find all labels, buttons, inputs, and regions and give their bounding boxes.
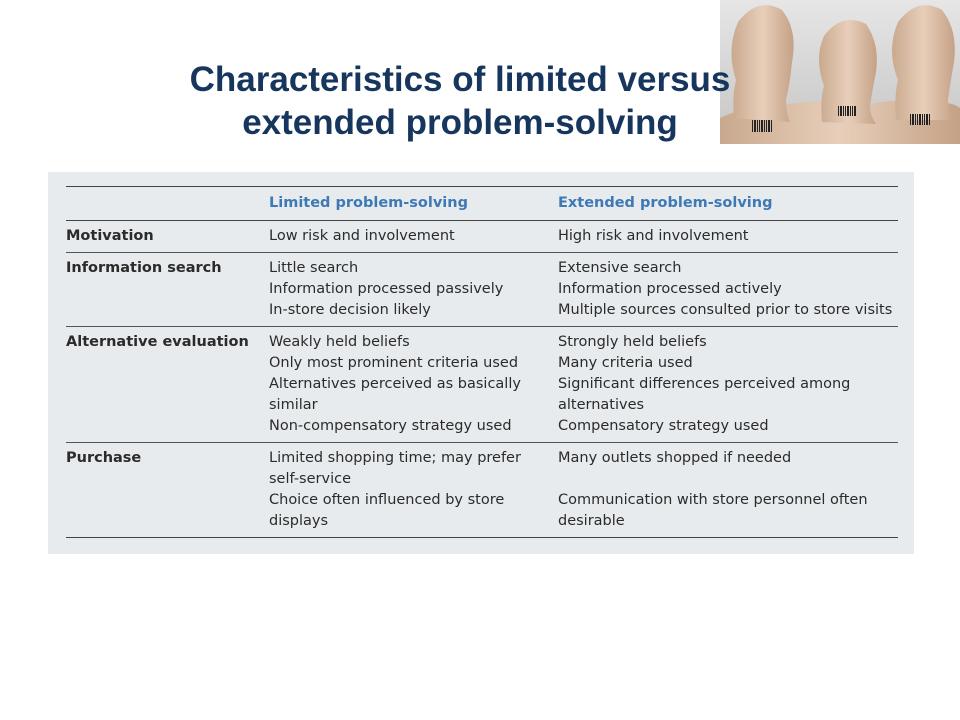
slide-title bbox=[100, 58, 820, 144]
cell-line: Significant differences perceived among bbox=[558, 376, 851, 392]
header-limited: Limited problem-solving bbox=[269, 195, 468, 211]
cell-line: In-store decision likely bbox=[269, 302, 431, 318]
cell-line: displays bbox=[269, 513, 329, 529]
cell-line: Choice often influenced by store bbox=[269, 492, 505, 508]
cell-line: Many criteria used bbox=[558, 355, 693, 371]
cell-line: Strongly held beliefs bbox=[558, 334, 707, 350]
comparison-table-panel bbox=[48, 172, 914, 554]
extended-cell bbox=[558, 221, 898, 253]
cell-line: Many outlets shopped if needed bbox=[558, 450, 792, 466]
comparison-table bbox=[66, 186, 898, 538]
cell-line: Little search bbox=[269, 260, 359, 276]
limited-cell bbox=[269, 221, 558, 253]
cell-line: Weakly held beliefs bbox=[269, 334, 410, 350]
cell-line: alternatives bbox=[558, 397, 645, 413]
header-blank bbox=[66, 187, 269, 221]
cell-line: Information processed passively bbox=[269, 281, 504, 297]
cell-line: Non-compensatory strategy used bbox=[269, 418, 512, 434]
cell-line: High risk and involvement bbox=[558, 228, 749, 244]
header-extended: Extended problem-solving bbox=[558, 195, 773, 211]
cell-line: Alternatives perceived as basically bbox=[269, 376, 521, 392]
cell-line: Limited shopping time; may prefer bbox=[269, 450, 521, 466]
cell-line: Communication with store personnel often bbox=[558, 492, 868, 508]
row-label: Alternative evaluation bbox=[66, 334, 249, 350]
cell-line: Information processed actively bbox=[558, 281, 782, 297]
limited-cell bbox=[269, 327, 558, 443]
cell-line: Low risk and involvement bbox=[269, 228, 455, 244]
title-line-1: Characteristics of limited versus bbox=[189, 60, 731, 99]
cell-line: Multiple sources consulted prior to store visits bbox=[558, 302, 893, 318]
table-row bbox=[66, 253, 898, 327]
limited-cell bbox=[269, 253, 558, 327]
limited-cell bbox=[269, 443, 558, 538]
table-header-row bbox=[66, 187, 898, 221]
cell-line: Only most prominent criteria used bbox=[269, 355, 519, 371]
cell-line: Extensive search bbox=[558, 260, 682, 276]
table-row bbox=[66, 221, 898, 253]
extended-cell bbox=[558, 443, 898, 538]
cell-line: Compensatory strategy used bbox=[558, 418, 769, 434]
row-label: Purchase bbox=[66, 450, 142, 466]
extended-cell bbox=[558, 253, 898, 327]
cell-line: desirable bbox=[558, 513, 625, 529]
title-line-2: extended problem-solving bbox=[242, 103, 678, 142]
cell-line: self-service bbox=[269, 471, 351, 487]
cell-line: similar bbox=[269, 397, 318, 413]
row-label: Information search bbox=[66, 260, 222, 276]
cell-line bbox=[558, 469, 898, 490]
extended-cell bbox=[558, 327, 898, 443]
row-label: Motivation bbox=[66, 228, 154, 244]
table-row bbox=[66, 327, 898, 443]
table-row bbox=[66, 443, 898, 538]
